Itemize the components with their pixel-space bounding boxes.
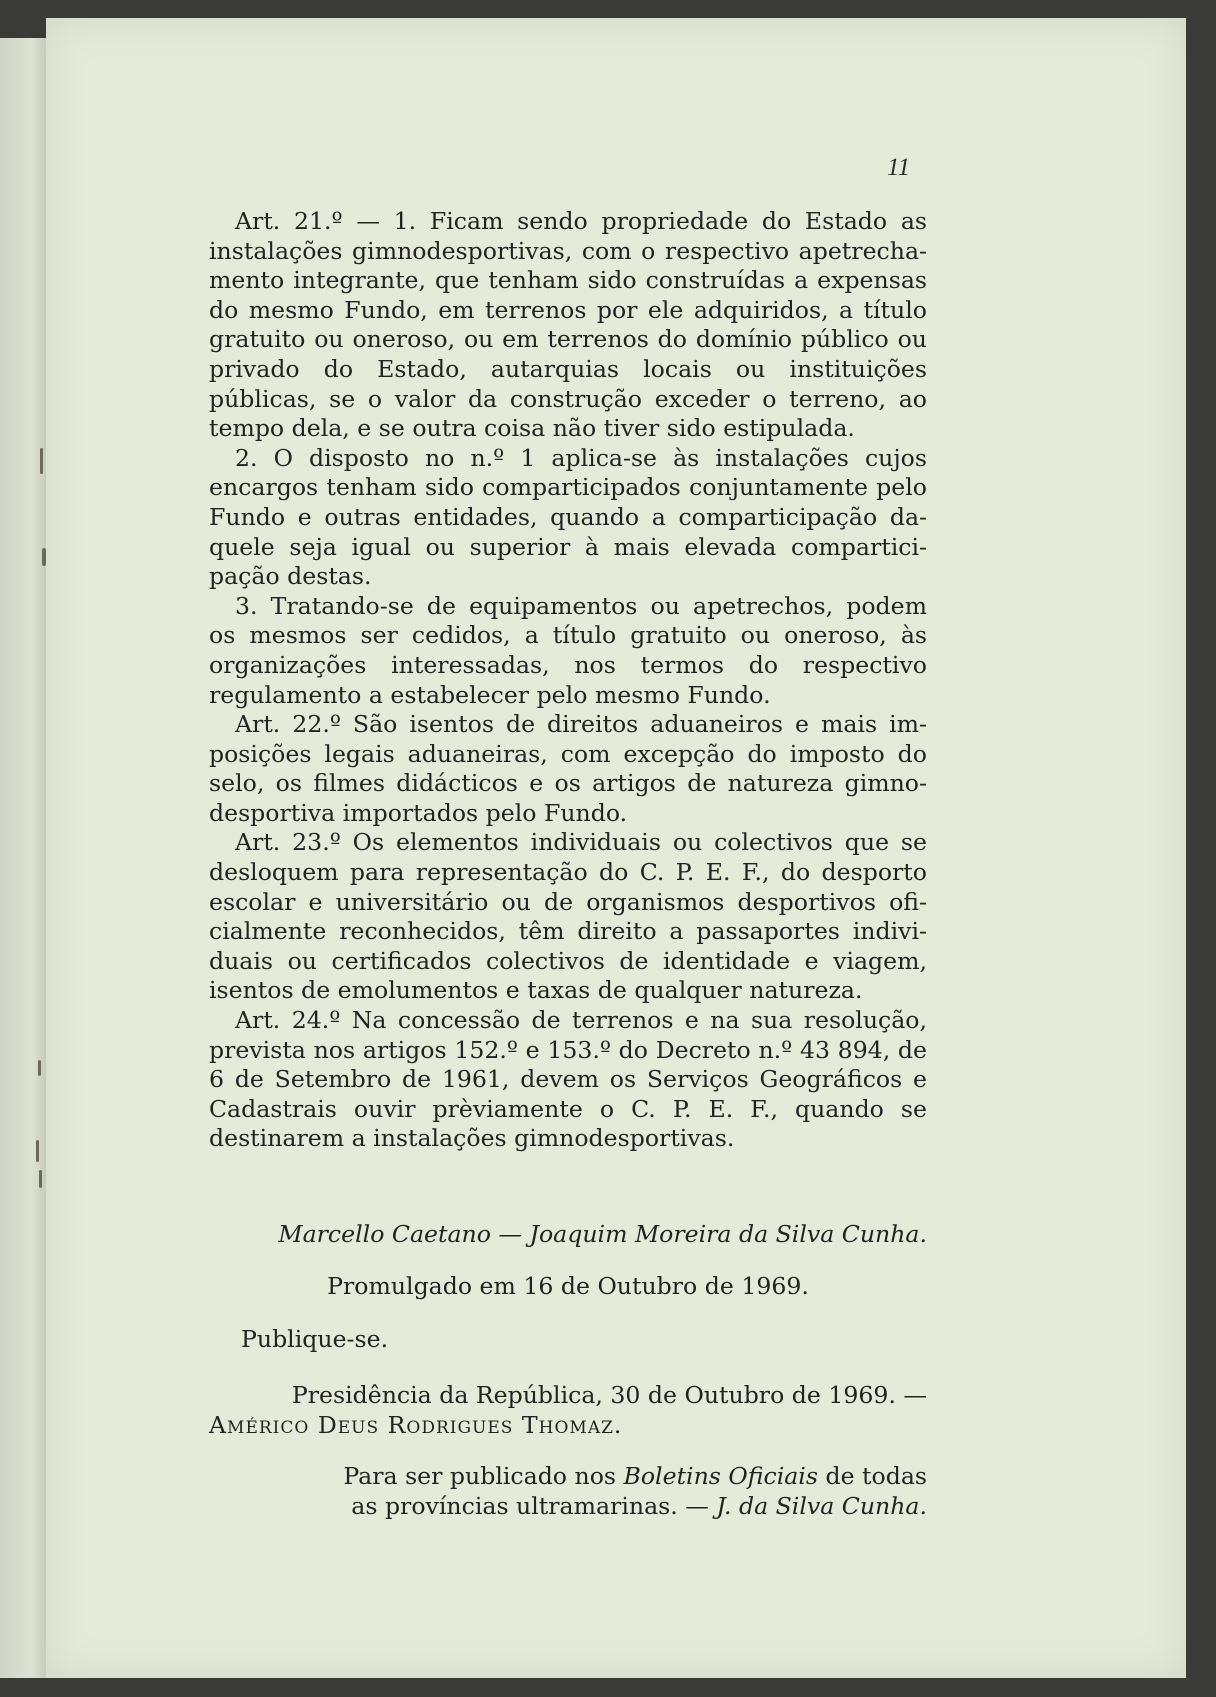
margin-mark [38, 1060, 41, 1076]
margin-mark [40, 448, 43, 474]
margin-mark [42, 548, 46, 566]
margin-mark [39, 1170, 42, 1188]
bulletin-title: Boletins Oficiais [623, 1462, 818, 1490]
overseas-publication-note [209, 1461, 927, 1521]
margin-mark [36, 1140, 39, 1162]
president-name: Américo Deus Rodrigues Thomaz. [209, 1411, 623, 1439]
presidency-date: Presidência da República, 30 de Outubro de 1969. — [291, 1381, 927, 1409]
article-21-paragraph-3: 3. Tratando-se de equipamentos ou apetrechos, podem os mesmos ser cedidos, a título gratuito ou oneroso, às organizações interessadas, nos termos do respectivo regulamento a estabelecer pelo mesmo Fundo. [209, 591, 927, 709]
publication-note-line-1: Para ser publicado nos Boletins Oficiais de todas [343, 1462, 927, 1490]
article-22: Art. 22.º São isentos de direitos aduaneiros e mais imposições legais aduaneiras, com excepção do imposto do selo, os filmes didácticos e os artigos de natureza gimnodesportiva importados pelo Fundo. [209, 710, 927, 827]
article-23: Art. 23.º Os elementos individuais ou colectivos que se desloquem para representação do C. P. E. F., do desporto escolar e universitário ou de organismos desportivos oficialmente reconhecidos, têm direito a passaportes individuais ou certificados colectivos de identidade e viagem, isentos de emolumentos e taxas de qualquer natureza. [209, 828, 927, 1005]
promulgation-date: Promulgado em 16 de Outubro de 1969. [327, 1272, 809, 1300]
signatories: Marcello Caetano — Joaquim Moreira da Silva Cunha. [278, 1220, 927, 1248]
minister-signature: J. da Silva Cunha. [716, 1492, 927, 1520]
presidency-block [209, 1380, 927, 1440]
law-articles-body [209, 207, 927, 1154]
article-21-paragraph-2: 2. O disposto no n.º 1 aplica-se às instalações cujos encargos tenham sido comparticipados conjuntamente pelo Fundo e outras entidades, quando a comparticipação daquele seja igual ou superior à mais elevada comparticipação destas. [209, 443, 927, 591]
publication-order: Publique-se. [241, 1325, 389, 1353]
article-24: Art. 24.º Na concessão de terrenos e na sua resolução, prevista nos artigos 152.º e 153.º do Decreto n.º 43 894, de 6 de Setembro de 1961, devem os Serviços Geográficos e Cadastrais ouvir prèviamente o C. P. E. F., quando se destinarem a instalações gimnodesportivas. [209, 1006, 927, 1153]
publication-note-line-2: as províncias ultramarinas. — J. da Silva Cunha. [351, 1492, 927, 1520]
page-number: 11 [887, 154, 911, 181]
article-21-paragraph-1: Art. 21.º — 1. Ficam sendo propriedade do Estado as instalações gimnodesportivas, com o respectivo apetrechamento integrante, que tenham sido construídas a expensas do mesmo Fundo, em terrenos por ele adquiridos, a título gratuito ou oneroso, ou em terrenos do domínio público ou privado do Estado, autarquias locais ou instituições públicas, se o valor da construção exceder o terreno, ao tempo dela, e se outra coisa não tiver sido estipulada. [209, 207, 927, 443]
